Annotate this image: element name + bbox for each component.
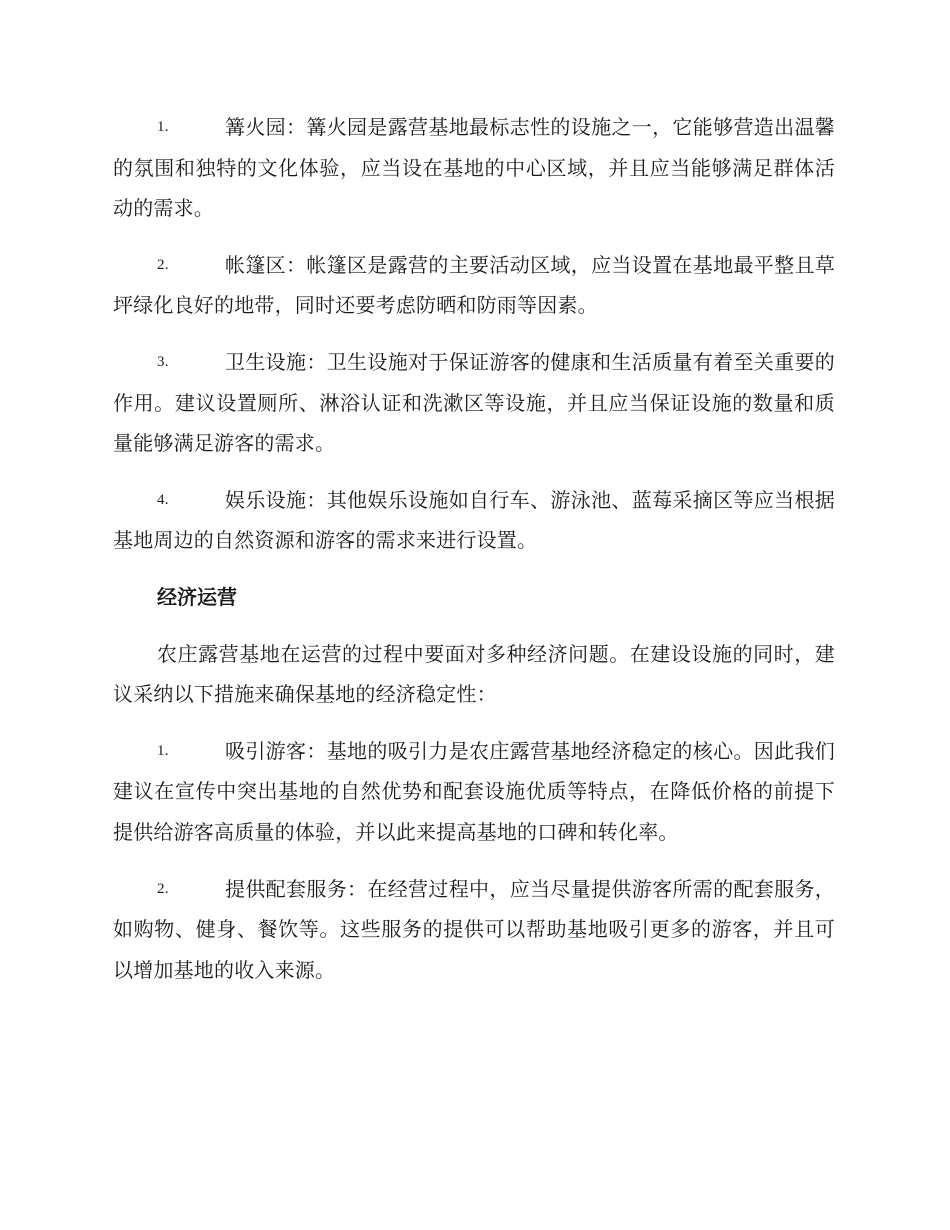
list-item-facility-3 (113, 342, 835, 464)
list-number: 1. (157, 119, 169, 135)
list-number: 2. (157, 256, 169, 273)
list-item-text: 帐篷区：帐篷区是露营的主要活动区域，应当设置在基地最平整且草坪绿化良好的地带，同时还要考虑防晒和防雨等因素。 (113, 252, 835, 318)
list-number: 3. (157, 353, 169, 370)
list-item-text: 篝火园：篝火园是露营基地最标志性的设施之一，它能够营造出温馨的氛围和独特的文化体验，应当设在基地的中心区域，并且应当能够满足群体活动的需求。 (113, 115, 835, 221)
list-item-text: 提供配套服务：在经营过程中，应当尽量提供游客所需的配套服务，如购物、健身、餐饮等。这些服务的提供可以帮助基地吸引更多的游客，并且可以增加基地的收入来源。 (113, 876, 835, 982)
list-number: 4. (157, 491, 169, 508)
list-item-facility-1 (113, 107, 835, 229)
list-item-text: 吸引游客：基地的吸引力是农庄露营基地经济稳定的核心。因此我们建议在宣传中突出基地的自然优势和配套设施优质等特点，在降低价格的前提下提供给游客高质量的体验，并以此来提高基地的口碑和转化率。 (113, 738, 835, 844)
intro-paragraph: 农庄露营基地在运营的过程中要面对多种经济问题。在建设设施的同时，建议采纳以下措施来确保基地的经济稳定性： (113, 641, 835, 707)
list-item-text: 娱乐设施：其他娱乐设施如自行车、游泳池、蓝莓采摘区等应当根据基地周边的自然资源和游客的需求来进行设置。 (113, 487, 835, 553)
list-number: 1. (157, 742, 169, 759)
document-page (113, 107, 835, 1006)
list-number: 2. (157, 880, 169, 897)
list-item-facility-2 (113, 245, 835, 326)
list-item-text: 卫生设施：卫生设施对于保证游客的健康和生活质量有着至关重要的作用。建议设置厕所、淋浴认证和洗漱区等设施，并且应当保证设施的数量和质量能够满足游客的需求。 (113, 349, 835, 456)
list-item-facility-4 (113, 480, 835, 561)
list-item-economy-2 (113, 869, 835, 991)
section-heading: 经济运营 (157, 584, 237, 609)
list-item-economy-1 (113, 731, 835, 853)
